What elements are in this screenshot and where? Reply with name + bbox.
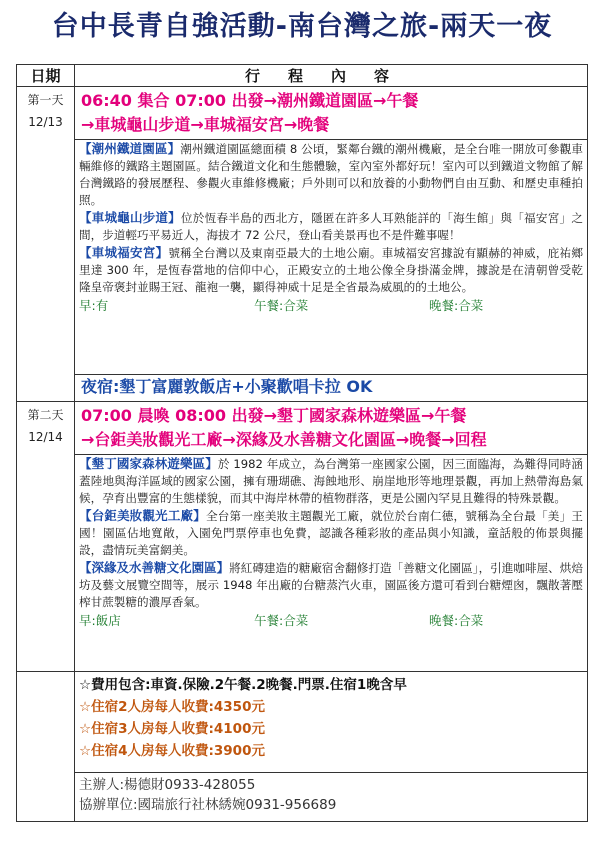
- day2-detail-row: [17, 455, 588, 672]
- spot-text: 將紅磚建造的糖廠宿舍翻修打造「善糖文化園區」，引進咖啡屋、烘焙坊及藝文展覽空間等，展示 1948 年出廠的台糖蒸汽火車，園區後方還可看到台糖煙囪，飄散著壓榨甘蔗製糖的濃厚香氣。: [79, 561, 583, 609]
- day1-dinner: 晚餐:合菜: [429, 298, 484, 313]
- day1-details: [75, 140, 588, 375]
- fee-included: ☆費用包含:車資.保險.2午餐.2晚餐.門票.住宿1晚含早: [79, 677, 407, 693]
- day1-breakfast: 早:有: [79, 298, 109, 313]
- day1-date: 12/13: [28, 115, 63, 129]
- day1-route-line1: 06:40 集合 07:00 出發→潮州鐵道園區→午餐: [81, 91, 419, 110]
- day1-date-cell: [17, 87, 75, 402]
- day2-route-row: [17, 402, 588, 455]
- spot-text: 位於恆春半島的西北方，隱匿在許多人耳熟能詳的「海生館」與「福安宮」之間，步道輕巧平易近人，海拔才 72 公尺，登山看美景再也不是件難事喔！: [79, 211, 583, 242]
- day2-date-cell: [17, 402, 75, 672]
- spot-name: 【車城龜山步道】: [79, 210, 181, 225]
- spot-text: 全台第一座美妝主題觀光工廠，就位於台南仁德，號稱為全台最「美」王國！園區佔地寬敞，入園免門票停車也免費，認識各種彩妝的產品與小知識，童話般的佈景與擺設，盡情玩美富網美。: [79, 509, 583, 557]
- day2-date: 12/14: [28, 430, 63, 444]
- itinerary-table: [16, 64, 588, 822]
- organizer-cell: [75, 773, 588, 822]
- day2-lunch: 午餐:合菜: [254, 613, 309, 628]
- spot-name: 【潮州鐵道園區】: [79, 141, 181, 156]
- fees-blank-cell: [17, 672, 75, 822]
- day1-label: 第一天: [27, 93, 64, 107]
- day2-route-line2: →台鉅美妝觀光工廠→深緣及水善糖文化園區→晚餐→回程: [81, 430, 487, 449]
- day1-detail-row: [17, 140, 588, 375]
- spot-name: 【深緣及水善糖文化園區】: [79, 560, 230, 575]
- day1-spot: [79, 244, 583, 296]
- fee-two-person: ☆住宿2人房每人收費:4350元: [79, 699, 265, 715]
- fee-three-person: ☆住宿3人房每人收費:4100元: [79, 721, 265, 737]
- day1-spot: [79, 209, 583, 244]
- spot-name: 【車城福安宮】: [79, 245, 169, 260]
- day1-spot: [79, 140, 583, 209]
- spot-text: 號稱全台灣以及東南亞最大的土地公廟。車城福安宮據說有顯赫的神威，庇祐鄉里達 300 年，是恆春當地的信仰中心，正殿安立的土地公像全身掛滿金牌，據說是在清朝曾受乾隆皇帝褒封並賜王冠、龍袍一襲，顯得神威十足是全省最為威風的的土地公。: [79, 246, 583, 294]
- day1-route-row: [17, 87, 588, 140]
- day2-dinner: 晚餐:合菜: [429, 613, 484, 628]
- spot-name: 【墾丁國家森林遊樂區】: [79, 456, 218, 471]
- day1-route: [75, 87, 588, 140]
- day2-details: [75, 455, 588, 672]
- day1-lunch: 午餐:合菜: [254, 298, 309, 313]
- day2-spot: [79, 455, 583, 507]
- header-date: 日期: [17, 65, 75, 87]
- organizer-agency: 協辦單位:國瑞旅行社林綉婉0931-956689: [79, 797, 337, 813]
- day2-breakfast: 早:飯店: [79, 613, 121, 628]
- fees-cell: [75, 672, 588, 773]
- fee-four-person: ☆住宿4人房每人收費:3900元: [79, 743, 265, 759]
- day1-route-line2: →車城龜山步道→車城福安宮→晚餐: [81, 115, 330, 134]
- spot-name: 【台鉅美妝觀光工廠】: [79, 508, 206, 523]
- day2-spot: [79, 507, 583, 559]
- day2-route-line1: 07:00 晨喚 08:00 出發→墾丁國家森林遊樂區→午餐: [81, 406, 467, 425]
- day2-meals: [79, 612, 583, 629]
- spot-text: 潮州鐵道園區總面積 8 公頃，緊鄰台鐵的潮州機廠，是全台唯一開放可參觀車輛維修的鐵路主題園區。結合鐵道文化和生態體驗，室內室外都好玩！室內可以到鐵道文物館了解台灣鐵路的發展歷程、參觀火車維修機廠；戶外則可以和放養的小動物們自由互動、和歷史車種拍照。: [79, 142, 583, 207]
- organizer-host: 主辦人:楊德財0933-428055: [79, 777, 256, 793]
- day2-route: [75, 402, 588, 455]
- table-header-row: [17, 65, 588, 87]
- header-content: 行程內容: [75, 65, 588, 87]
- day1-lodging-row: [17, 375, 588, 402]
- day1-meals: [79, 297, 583, 314]
- day1-lodging: 夜宿:墾丁富麗敦飯店+小聚歡唱卡拉 OK: [75, 375, 588, 402]
- day2-spot: [79, 559, 583, 611]
- organizer-row: [17, 773, 588, 822]
- fees-row: [17, 672, 588, 773]
- day2-label: 第二天: [27, 408, 64, 422]
- spot-text: 於 1982 年成立，為台灣第一座國家公園，因三面臨海，為難得同時涵蓋陸地與海洋區域的國家公園，擁有珊瑚礁、海蝕地形、崩崖地形等地理景觀，再加上熱帶海島氣候，孕育出豐富的生態樣貌，而其中海岸林帶的植物群落，更是公園內罕見且難得的特殊景觀。: [79, 457, 583, 505]
- page-title: 台中長青自強活動-南台灣之旅-兩天一夜: [51, 11, 553, 42]
